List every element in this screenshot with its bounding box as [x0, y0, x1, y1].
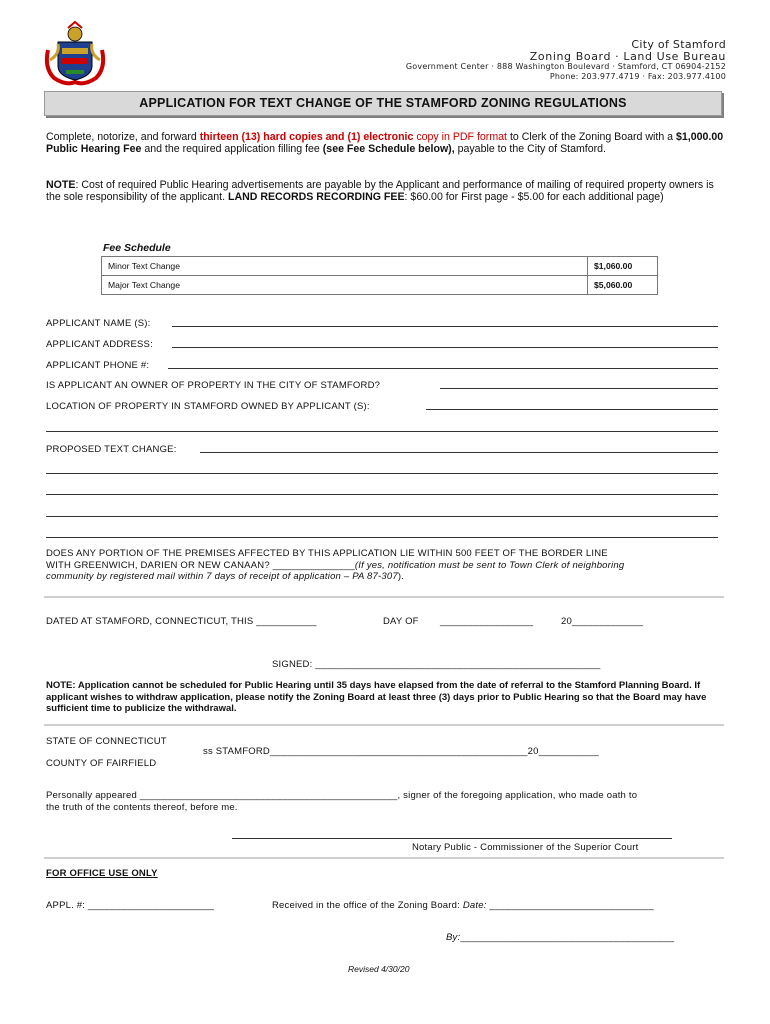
personally-appeared: Personally appeared _______________________________________________, signer of the foregoing application, who made oath to the truth of the contents thereof, before me.: [46, 790, 638, 813]
proposed-change-line[interactable]: [200, 452, 718, 453]
by-line[interactable]: _______________________________________: [460, 932, 675, 943]
proposed-change-line[interactable]: [46, 473, 718, 474]
divider: [44, 857, 724, 859]
proposed-change-line[interactable]: [46, 516, 718, 517]
proposed-change-label: PROPOSED TEXT CHANGE:: [46, 444, 177, 455]
fee-schedule-title: Fee Schedule: [103, 242, 171, 254]
signed-line[interactable]: SIGNED: ____________________________________________________: [272, 659, 601, 670]
applicant-phone-label: APPLICANT PHONE #:: [46, 360, 150, 371]
fee-label: Minor Text Change: [102, 257, 588, 276]
divider: [44, 724, 724, 726]
proposed-change-line[interactable]: [46, 537, 718, 538]
header-city: City of Stamford: [631, 38, 726, 51]
date-line[interactable]: ______________________________: [486, 900, 654, 911]
applicant-name-label: APPLICANT NAME (S):: [46, 318, 151, 329]
applicant-phone-line[interactable]: [168, 368, 718, 369]
appl-number-line[interactable]: APPL. #: _______________________: [46, 900, 215, 911]
fee-schedule-table: [101, 256, 658, 295]
year-line[interactable]: 20_____________: [561, 616, 644, 627]
owner-answer-line[interactable]: [440, 388, 718, 389]
state-label: STATE OF CONNECTICUT: [46, 736, 167, 747]
notary-signature-line[interactable]: [232, 838, 672, 839]
day-of-label: DAY OF: [383, 616, 419, 627]
note-paragraph: NOTE: Cost of required Public Hearing advertisements are payable by the Applicant and performance of mailing of required property owners is the sole responsibility of the applicant. LAND RECORDS RECORDING FEE: $60.00 for First page - $5.00 for each additional page): [46, 179, 714, 203]
border-question: DOES ANY PORTION OF THE PREMISES AFFECTED BY THIS APPLICATION LIE WITHIN 500 FEET OF THE BORDER LINE WITH GREENWICH, DARIEN OR NEW CANAAN? _______________(If yes, notification must be sent to Town Clerk of neighboring community by registered mail within 7 days of receipt of application – PA 87-307).: [46, 548, 625, 582]
applicant-name-line[interactable]: [172, 326, 718, 327]
by-row: [446, 932, 674, 943]
header-phone: Phone: 203.977.4719 · Fax: 203.977.4100: [549, 72, 726, 81]
divider: [44, 596, 724, 598]
table-row: [102, 257, 658, 276]
property-location-label: LOCATION OF PROPERTY IN STAMFORD OWNED BY APPLICANT (S):: [46, 401, 370, 412]
form-title: APPLICATION FOR TEXT CHANGE OF THE STAMFORD ZONING REGULATIONS: [44, 91, 722, 116]
date-label: Date:: [462, 900, 487, 911]
ss-stamford-line[interactable]: ss STAMFORD_______________________________________________20___________: [203, 746, 599, 757]
withdrawal-note: NOTE: Application cannot be scheduled for Public Hearing until 35 days have elapsed from the date of referral to the Stamford Planning Board. If applicant wishes to withdraw application, please notify the Zoning Board at least three (3) days prior to Public Hearing so that the Board may have sufficient time to publicize the withdrawal.: [46, 680, 707, 714]
header-bureau: Zoning Board · Land Use Bureau: [529, 50, 726, 63]
property-location-line[interactable]: [46, 431, 718, 432]
received-label: Received in the office of the Zoning Board: Date: ______________________________: [272, 900, 654, 911]
header-address: Government Center · 888 Washington Boulevard · Stamford, CT 06904-2152: [405, 62, 726, 71]
owner-question-label: IS APPLICANT AN OWNER OF PROPERTY IN THE CITY OF STAMFORD?: [46, 380, 381, 391]
intro-paragraph: Complete, notorize, and forward thirteen (13) hard copies and (1) electronic copy in PDF format to Clerk of the Zoning Board with a $1,000.00 Public Hearing Fee and the required application filling fee (see Fee Schedule below), payable to the City of Stamford.: [46, 131, 724, 155]
applicant-address-line[interactable]: [172, 347, 718, 348]
property-location-line[interactable]: [426, 409, 718, 410]
dated-at-label: DATED AT STAMFORD, CONNECTICUT, THIS ___________: [46, 616, 317, 627]
fee-amount: $1,060.00: [588, 257, 658, 276]
office-use-heading: FOR OFFICE USE ONLY: [46, 868, 158, 879]
fee-label: Major Text Change: [102, 276, 588, 295]
by-label: By:: [446, 932, 461, 943]
applicant-address-label: APPLICANT ADDRESS:: [46, 339, 153, 350]
proposed-change-line[interactable]: [46, 494, 718, 495]
fee-amount: $5,060.00: [588, 276, 658, 295]
revised-date: Revised 4/30/20: [348, 964, 410, 974]
month-line[interactable]: _________________: [440, 616, 534, 627]
table-row: [102, 276, 658, 295]
city-seal-logo: [40, 20, 110, 90]
notary-caption: Notary Public - Commissioner of the Superior Court: [412, 842, 639, 853]
county-label: COUNTY OF FAIRFIELD: [46, 758, 157, 769]
